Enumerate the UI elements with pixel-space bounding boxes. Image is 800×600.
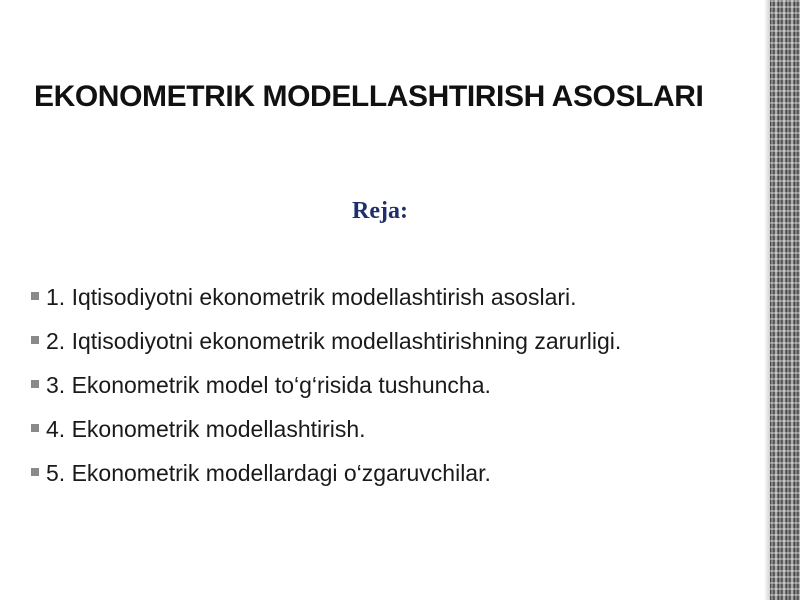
plan-heading: Reja:	[352, 198, 408, 224]
square-bullet-icon	[31, 424, 39, 432]
square-bullet-icon	[31, 292, 39, 300]
decorative-edge-strip	[770, 0, 800, 600]
list-item	[30, 456, 730, 491]
square-bullet-icon	[31, 468, 39, 476]
list-item-text: 3. Ekonometrik model to‘g‘risida tushuncha.	[46, 372, 491, 398]
list-item	[30, 280, 730, 315]
square-bullet-icon	[31, 336, 39, 344]
list-item	[30, 324, 730, 359]
list-item	[30, 412, 730, 447]
list-item-text: 5. Ekonometrik modellardagi o‘zgaruvchilar.	[46, 460, 491, 486]
plan-list	[30, 280, 730, 500]
square-bullet-icon	[31, 380, 39, 388]
list-item-text: 1. Iqtisodiyotni ekonometrik modellashtirish asoslari.	[46, 284, 577, 310]
list-item	[30, 368, 730, 403]
list-item-text: 4. Ekonometrik modellashtirish.	[46, 416, 366, 442]
slide-title: EKONOMETRIK MODELLASHTIRISH ASOSLARI	[34, 80, 704, 113]
list-item-text: 2. Iqtisodiyotni ekonometrik modellashtirishning zarurligi.	[46, 328, 622, 354]
